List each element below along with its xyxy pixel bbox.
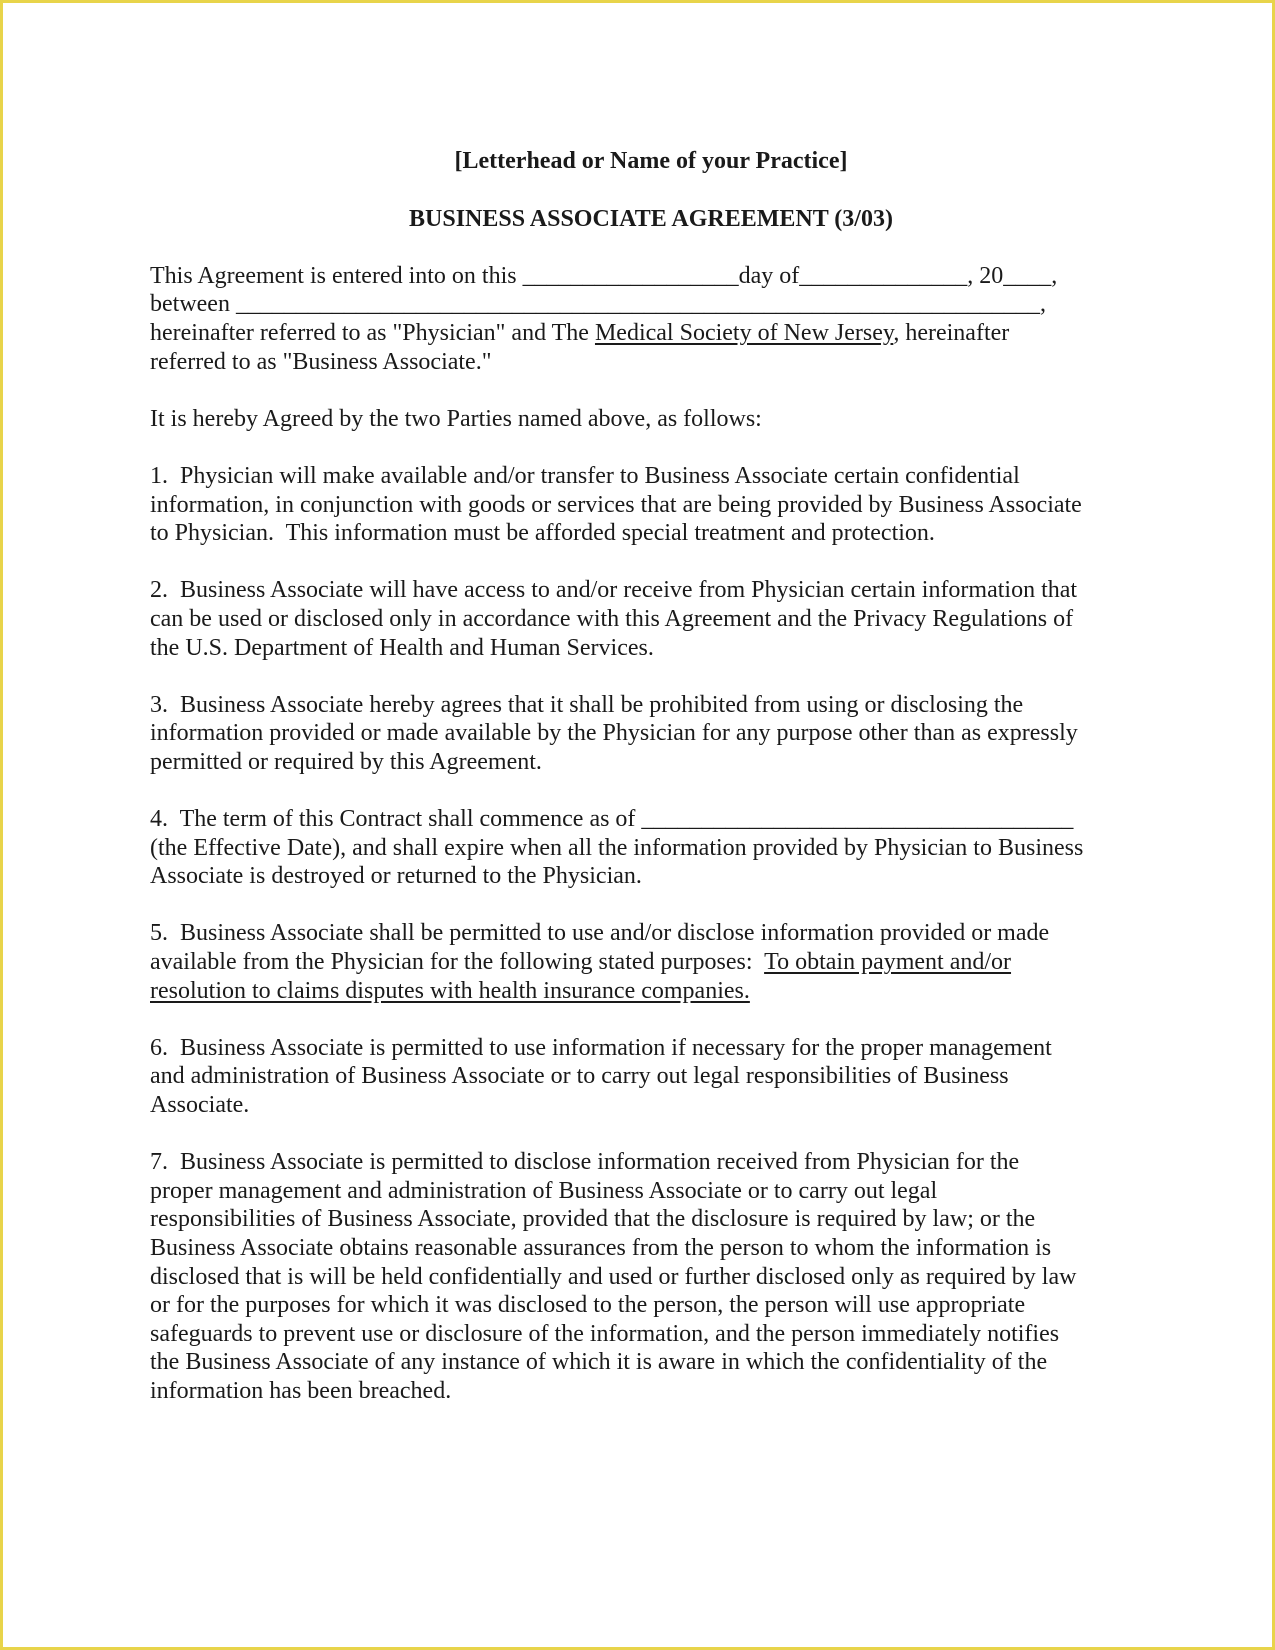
clause-7-line: information has been breached.	[150, 1377, 452, 1404]
intro-paragraph	[150, 262, 1130, 376]
intro-line-4: referred to as "Business Associate."	[150, 348, 492, 375]
clause-5-line: 5. Business Associate shall be permitted to use and/or disclose information provided or made	[150, 920, 1050, 947]
clause-6-line: 6. Business Associate is permitted to use information if necessary for the proper management	[150, 1034, 1052, 1061]
clause-7-line: disclosed that is will be held confidentially and used or further disclosed only as required by law	[150, 1263, 1077, 1290]
clause-5-purpose-text: To obtain payment and/or	[764, 949, 1012, 976]
clause-5-purpose-text: resolution to claims disputes with health insurance companies.	[150, 977, 750, 1004]
clause-2-line: can be used or disclosed only in accordance with this Agreement and the Privacy Regulations of	[150, 605, 1074, 632]
clause-1	[150, 462, 1130, 548]
clause-7-line: responsibilities of Business Associate, provided that the disclosure is required by law; or the	[150, 1206, 1036, 1233]
clause-1-line: to Physician. This information must be afforded special treatment and protection.	[150, 520, 935, 547]
document-title: BUSINESS ASSOCIATE AGREEMENT (3/03)	[409, 205, 893, 232]
clause-7-line: Business Associate obtains reasonable assurances from the person to whom the information is	[150, 1234, 1052, 1261]
clause-6-line: and administration of Business Associate or to carry out legal responsibilities of Business	[150, 1063, 1009, 1090]
clause-1-line: 1. Physician will make available and/or transfer to Business Associate certain confidential	[150, 462, 1020, 489]
medical-society-name: Medical Society of New Jersey	[594, 319, 894, 346]
clause-5	[150, 919, 1130, 1005]
clause-2-line: the U.S. Department of Health and Human Services.	[150, 634, 654, 661]
clause-6-line: Associate.	[150, 1092, 250, 1118]
clause-5-line	[150, 948, 1130, 977]
clause-3-line: 3. Business Associate hereby agrees that it shall be prohibited from using or disclosing the	[150, 691, 1024, 718]
intro-line-2: between ___________________________________________________________________,	[150, 291, 1046, 318]
intro-line-3-suffix: , hereinafter	[893, 319, 1010, 346]
clause-7-line: proper management and administration of Business Associate or to carry out legal	[150, 1177, 938, 1204]
clause-4-line: (the Effective Date), and shall expire when all the information provided by Physician to Business	[150, 834, 1084, 861]
clause-7	[150, 1148, 1130, 1405]
intro-line-1: This Agreement is entered into on this __________________day of______________, 20____,	[150, 262, 1058, 289]
intro-line-3	[150, 319, 1130, 348]
clause-4	[150, 805, 1130, 891]
document-body	[150, 147, 1130, 1406]
clause-7-line: 7. Business Associate is permitted to disclose information received from Physician for the	[150, 1149, 1020, 1176]
clause-4-line: 4. The term of this Contract shall commence as of ____________________________________	[150, 806, 1074, 833]
intro-line-3-prefix: hereinafter referred to as "Physician" and The	[150, 319, 595, 346]
clause-5-purpose-lead: available from the Physician for the following stated purposes:	[150, 949, 765, 976]
letterhead: [Letterhead or Name of your Practice]	[454, 148, 848, 174]
clause-3-line: information provided or made available by the Physician for any purpose other than as expressly	[150, 720, 1078, 747]
agreed-line: It is hereby Agreed by the two Parties named above, as follows:	[150, 405, 762, 432]
agreed-statement	[150, 405, 1130, 434]
clause-2-line: 2. Business Associate will have access to and/or receive from Physician certain information that	[150, 577, 1078, 604]
clause-3	[150, 691, 1130, 777]
clause-7-line: or for the purposes for which it was disclosed to the person, the person will use appropriate	[150, 1292, 1026, 1319]
clause-5-line	[150, 977, 1130, 1006]
clause-1-line: information, in conjunction with goods or services that are being provided by Business Associate	[150, 491, 1082, 518]
clause-7-line: the Business Associate of any instance of which it is aware in which the confidentiality of the	[150, 1349, 1048, 1376]
clause-7-line: safeguards to prevent use or disclosure of the information, and the person immediately notifies	[150, 1320, 1060, 1347]
clause-2	[150, 576, 1130, 662]
clause-6	[150, 1034, 1130, 1120]
clause-3-line: permitted or required by this Agreement.	[150, 748, 542, 775]
clause-4-line: Associate is destroyed or returned to the Physician.	[150, 863, 642, 890]
